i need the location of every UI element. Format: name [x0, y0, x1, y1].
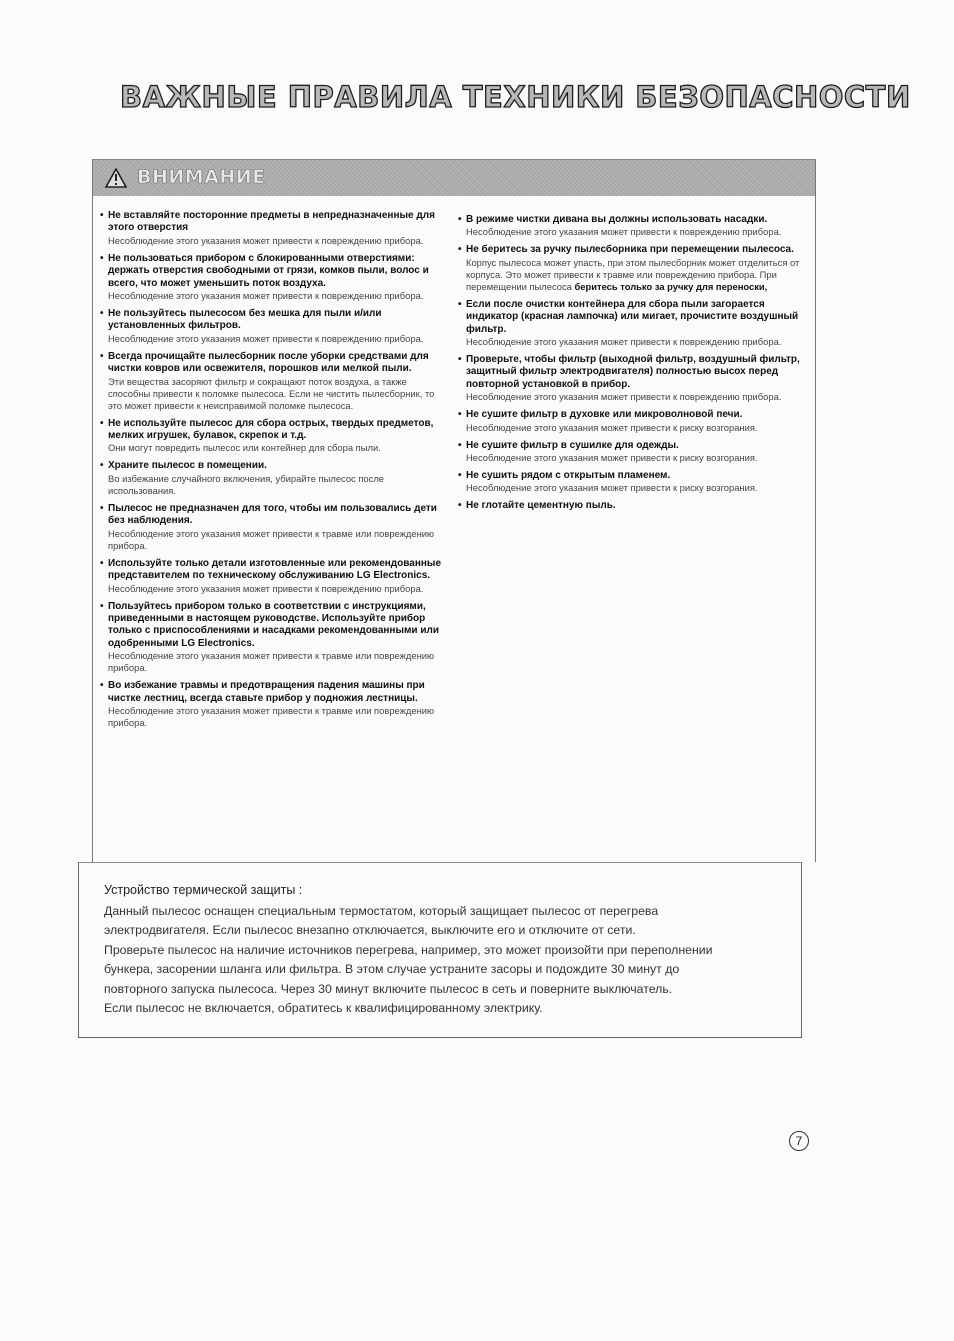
list-item: • Пылесос не предназначен для того, чтобы им пользовались дети без наблюдения. Несоблюдение этого указания может привести к травме или повреждению прибора.: [100, 503, 448, 552]
list-item: • Не используйте пылесос для сбора острых, твердых предметов, мелких игрушек, булавок, скрепок и т.д. Они могут повредить пылесос или контейнер для сбора пыли.: [100, 418, 448, 455]
warning-banner: [93, 159, 815, 196]
list-item: • В режиме чистки дивана вы должны использовать насадки. Несоблюдение этого указания может привести к повреждению прибора.: [458, 214, 803, 238]
right-column: [458, 214, 803, 519]
warning-triangle-icon: [105, 168, 127, 188]
list-item: • Во избежание травмы и предотвращения падения машины при чистке лестниц, всегда ставьте прибор у подножия лестницы. Несоблюдение этого указания может привести к травме или повреждению прибора.: [100, 680, 448, 729]
list-item: • Используйте только детали изготовленные или рекомендованные представителем по техническому обслуживанию LG Electronics. Несоблюдение этого указания может привести к повреждению прибора.: [100, 558, 448, 595]
page-title: ВАЖНЫЕ ПРАВИЛА ТЕХНИКИ БЕЗОПАСНОСТИ: [120, 80, 911, 114]
list-item: • Проверьте, чтобы фильтр (выходной фильтр, воздушный фильтр, защитный фильтр электродвигателя) полностью высох перед повторной установкой в прибор. Несоблюдение этого указания может привести к повреждению прибора.: [458, 354, 803, 403]
paragraph-line: Проверьте пылесос на наличие источников перегрева, например, это может произойти при переполнении: [104, 942, 713, 957]
left-column: [100, 210, 448, 735]
list-item: • Всегда прочищайте пылесборник после уборки средствами для чистки ковров или освежителя, порошков или мелкой пыли. Эти вещества засоряют фильтр и сокращают поток воздуха, а также способны привести к поломке пылесоса. Если не чистить пылесборник, то это может привести к неисправимой поломке пылесоса.: [100, 351, 448, 412]
paragraph-line: Данный пылесос оснащен специальным термостатом, который защищает пылесос от перегрева: [104, 904, 659, 918]
thermal-protection-text: [104, 902, 764, 1018]
paragraph-line: электродвигателя. Если пылесос внезапно отключается, выключите его и отключите от сети.: [104, 923, 636, 938]
list-item: • Не сушите фильтр в сушилке для одежды. Несоблюдение этого указания может привести к риску возгорания.: [458, 440, 803, 464]
list-item: • Не вставляйте посторонние предметы в непредназначенные для этого отверстия Несоблюдение этого указания может привести к повреждению прибора.: [100, 210, 448, 247]
list-item: • Не сушить рядом с открытым пламенем. Несоблюдение этого указания может привести к риску возгорания.: [458, 470, 803, 494]
paragraph-line: бункера, засорении шланга или фильтра. В этом случае устраните засоры и подождите 30 минут до: [104, 962, 680, 977]
list-item: • Храните пылесос в помещении. Во избежание случайного включения, убирайте пылесос после использования.: [100, 460, 448, 496]
paragraph-line: повторного запуска пылесоса. Через 30 минут включите пылесос в сеть и поверните выключатель.: [104, 981, 673, 996]
thermal-protection-title: Устройство термической защиты :: [104, 883, 303, 897]
list-item: • Не пользоваться прибором с блокированными отверстиями: держать отверстия свободными от грязи, комков пыли, волос и всего, что может уменьшить поток воздуха. Несоблюдение этого указания может привести к повреждению прибора.: [100, 253, 448, 302]
list-item: • Если после очистки контейнера для сбора пыли загорается индикатор (красная лампочка) или мигает, прочистите воздушный фильтр. Несоблюдение этого указания может привести к повреждению прибора.: [458, 299, 803, 348]
warning-label: ВНИМАНИЕ: [137, 166, 266, 188]
list-item: • Не глотайте цементную пыль.: [458, 500, 803, 512]
page-number: 7: [789, 1131, 809, 1151]
list-item: • Пользуйтесь прибором только в соответствии с инструкциями, приведенными в настоящем руководстве. Используйте прибор только с приспособлениями и насадками рекомендованными или одобренными LG Electronics. Несоблюдение этого указания может привести к травме или повреждению прибора.: [100, 601, 448, 675]
list-item: • Не пользуйтесь пылесосом без мешка для пыли и/или установленных фильтров. Несоблюдение этого указания может привести к повреждению прибора.: [100, 308, 448, 345]
paragraph-line: Если пылесос не включается, обратитесь к квалифицированному электрику.: [104, 1001, 543, 1016]
list-item: • Не беритесь за ручку пылесборника при перемещении пылесоса. Корпус пылесоса может упасть, при этом пылесборник может отделиться от корпуса. Это может привести к травме или повреждению прибора. При перемещении пылесоса беритесь только за ручку для переноски,: [458, 244, 803, 292]
list-item: • Не сушите фильтр в духовке или микроволновой печи. Несоблюдение этого указания может привести к риску возгорания.: [458, 409, 803, 433]
